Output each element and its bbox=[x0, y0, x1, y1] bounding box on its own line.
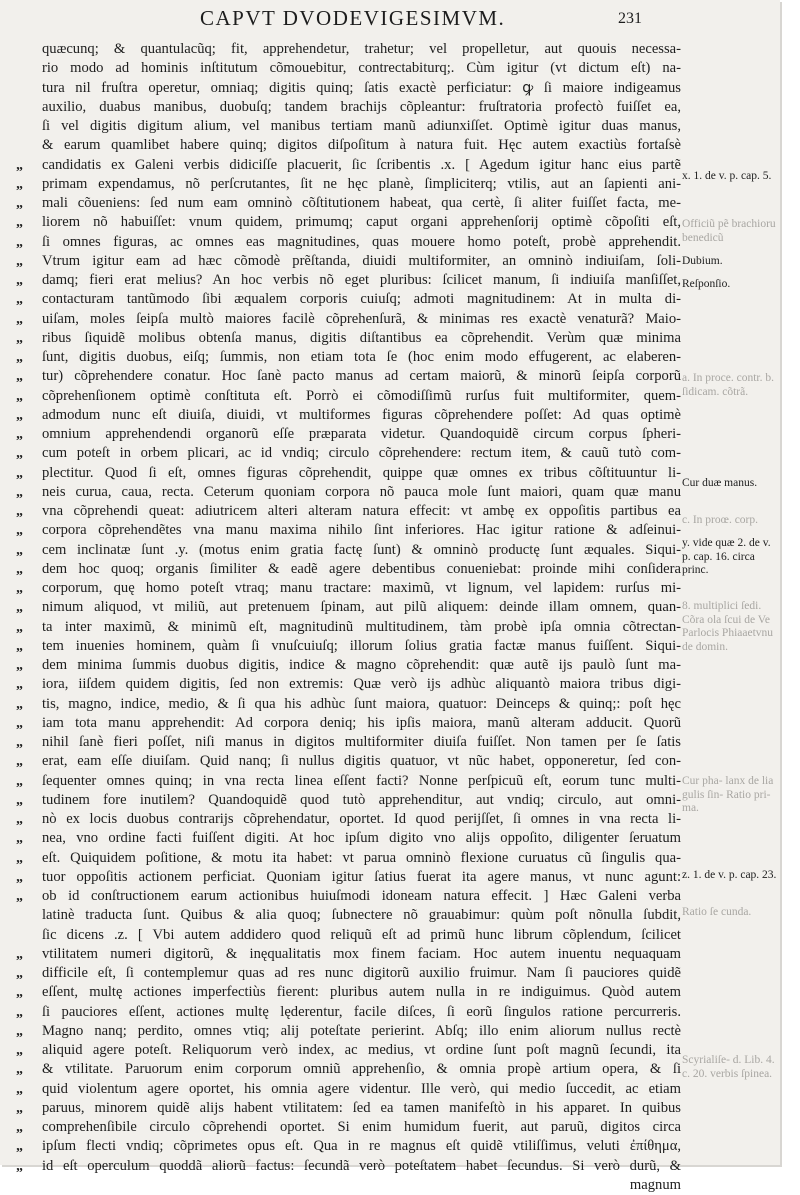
quotation-marker: „ bbox=[16, 696, 23, 712]
text-line bbox=[16, 1041, 681, 1060]
text-line bbox=[16, 541, 681, 560]
line-text: id eſt operculum quoddã aliorũ factus: ſecundã verò poteſtatem habet ſecundus. Si verò durũ, & bbox=[42, 1157, 681, 1174]
line-text: ſequenter omnes quinq; in vna recta linea eſſent facti? Nonne perſpicuũ eſt, eorum tunc multi- bbox=[42, 772, 681, 789]
quotation-marker: „ bbox=[16, 889, 23, 904]
quotation-marker: „ bbox=[16, 658, 23, 673]
text-line bbox=[16, 310, 681, 329]
text-line bbox=[16, 1157, 681, 1176]
text-line bbox=[16, 348, 681, 367]
text-line bbox=[16, 637, 681, 656]
quotation-marker: „ bbox=[16, 234, 23, 250]
line-text: quid violentum agere oportet, his omnia agere videntur. Ille verò, qui medio ſuccedit, ac etiam bbox=[42, 1080, 681, 1097]
line-text: tur) cõprehendere conatur. Hoc ſanè pacto manus ad certam maiorũ, & minorũ ſeipſa corporũ bbox=[42, 368, 681, 385]
text-line bbox=[16, 791, 681, 810]
quotation-marker: „ bbox=[16, 754, 23, 770]
quotation-marker: „ bbox=[16, 1023, 23, 1039]
line-text: Vtrum igitur eam ad hæc cõmodè prẽſtanda, diuidi multiformiter, an omninò indiuiſam, ſoli- bbox=[42, 252, 681, 269]
text-line bbox=[16, 1137, 681, 1156]
quotation-marker: „ bbox=[16, 427, 23, 442]
text-line bbox=[16, 1176, 681, 1195]
margin-note: Reſponſio. bbox=[682, 278, 731, 290]
margin-note: Cur pha- lanx de lia gulis ſin- Ratio pri- ma. bbox=[682, 775, 774, 814]
quotation-marker: „ bbox=[16, 542, 23, 558]
line-text: uiſam, moles ſeipſa multò maiores facilè cõprehenſurã, & minimas res exactè venaturã? Maio- bbox=[42, 310, 681, 327]
quotation-marker: „ bbox=[16, 484, 23, 500]
line-text: tura nil fruſtra operetur, omniaq; digitis quinq; ſatis exactè perficiatur: ꝙ ſi maiore indigeamus bbox=[42, 79, 681, 96]
line-text: vtilitatem numeri digitorũ, & inęqualitatis mox finem faciam. Hoc autem inuentu nequaquam bbox=[42, 945, 681, 962]
line-text: nimum aliquod, vt miliũ, aut pretenuem ſpinam, aut pilũ aliquem: deinde illam omnem, quan- bbox=[42, 599, 681, 616]
line-text: tuor oppoſitis actionem perficiat. Quoniam igitur ſatius fuerat ita agere manus, vt nunc agunt: bbox=[42, 868, 681, 885]
line-text: liorem nõ habuiſſet: vnum quidem, primumq; caput organi apprehenſorij optimè cõpoſiti eſt, bbox=[42, 214, 681, 231]
text-line bbox=[16, 367, 681, 386]
text-line bbox=[16, 1099, 681, 1118]
line-text: damq; fieri erat melius? An hoc verbis nõ eget pluribus: ſcilicet manum, ſi indiuiſa manſiſſet, bbox=[42, 272, 681, 288]
line-text: dem minima ſummis duobus digitis, indice & magno cõprehendit: quæ autẽ ijs paulò ſunt ma- bbox=[42, 657, 681, 673]
quotation-marker: „ bbox=[16, 273, 23, 288]
line-text: ipſum flecti vndiq; cõprimetes opus eſt. Qua in re magnus eſt quidẽ vtiliſſimus, veluti ἐπίθημα, bbox=[42, 1138, 681, 1155]
running-title: CAPVT DVODEVIGESIMVM. bbox=[200, 6, 506, 30]
text-line bbox=[16, 290, 681, 309]
margin-note: c. In proœ. corp. bbox=[682, 514, 759, 526]
text-line bbox=[16, 772, 681, 791]
text-line bbox=[16, 233, 681, 252]
line-text: contacturam tantũmodo ſibi æqualem corporis cuiuſq; admoti magnitudinem: At in multa di- bbox=[42, 291, 681, 308]
margin-note: Dubium. bbox=[682, 255, 723, 267]
quotation-marker: „ bbox=[16, 407, 23, 423]
text-line bbox=[16, 579, 681, 598]
line-text: corporum, quę homo poteſt vtraq; manu tractare: maximũ, vt lignum, vel lapidem: rurſus mi- bbox=[42, 580, 681, 596]
quotation-marker: „ bbox=[16, 1139, 23, 1155]
quotation-marker: „ bbox=[16, 369, 23, 385]
quotation-marker: „ bbox=[16, 1100, 23, 1116]
line-text: auxilio, duabus manibus, duobuſq; tandem brachijs cõpleantur: fruſtratoria profectò fuiſſet ea, bbox=[42, 98, 681, 115]
quotation-marker: „ bbox=[16, 1062, 23, 1078]
line-text: admodum nunc eſt diuiſa, diuidi, vt multiformes figuras cõprehendere poſſet: Ad quas optimè bbox=[42, 406, 681, 423]
text-line bbox=[16, 175, 681, 194]
quotation-marker: „ bbox=[16, 715, 23, 731]
quotation-marker: „ bbox=[16, 446, 23, 462]
text-line bbox=[16, 733, 681, 752]
text-line bbox=[16, 906, 681, 925]
text-line bbox=[16, 252, 681, 271]
line-text: cum poteſt in orbem plicari, ac id vndiq; circulo cõprehendere: rectum item, & cauũ tutò com- bbox=[42, 445, 681, 462]
quotation-marker: „ bbox=[16, 311, 23, 327]
quotation-marker: „ bbox=[16, 1158, 23, 1174]
quotation-marker: „ bbox=[16, 850, 23, 866]
text-line bbox=[16, 868, 681, 887]
text-line bbox=[16, 156, 681, 175]
text-line bbox=[16, 194, 681, 213]
text-line bbox=[16, 656, 681, 675]
line-text: eſt. Quiquidem poſitione, & motu ita habet: vt parua omninò flexione curuatus cũ ſingulis qua- bbox=[42, 849, 681, 866]
quotation-marker: „ bbox=[16, 1043, 23, 1058]
line-text: ta inter maximũ, & minimũ eſt, magnitudinũ multitudinem, tàm probè ipſa omnia cõtrectan- bbox=[42, 618, 681, 635]
quotation-marker: „ bbox=[16, 831, 23, 847]
line-text: ſi vel digitis digitum alium, vel manibus tertiam manũ adiunxiſſet. Optimè igitur duas manus, bbox=[42, 118, 681, 134]
line-text: vna cõprehendi queat: adiutricem alteri alteram natura effecit: vt ambę ex oppoſitis partibus ea bbox=[42, 503, 681, 519]
text-line bbox=[16, 810, 681, 829]
text-line bbox=[16, 675, 681, 694]
text-line bbox=[16, 59, 681, 78]
quotation-marker: „ bbox=[16, 465, 23, 481]
text-line bbox=[16, 983, 681, 1002]
margin-note: a. In proce. contr. b. ſidicam. cõtrã. bbox=[682, 372, 774, 398]
line-text: magnum bbox=[629, 1176, 681, 1193]
line-text: nea, vno ordine facti fuiſſent digiti. At hoc ipſum digito vno alijs oppoſito, diligenter ſeruatum bbox=[42, 830, 681, 847]
quotation-marker: „ bbox=[16, 292, 23, 308]
line-text: difficile eſt, ſi contemplemur quas ad res nunc digitorũ auxilio fruimur. Nam ſi pauciores quidẽ bbox=[42, 965, 681, 981]
quotation-marker: „ bbox=[16, 1120, 23, 1135]
line-text: iam tota manu apprehendit: Ad corpora deniq; his ipſis maiora, manũ alteram adducit. Quorũ bbox=[42, 714, 681, 731]
line-text: corpora cõprehendẽtes vna manu maxima nihilo ſint inferiores. Hac igitur ratione & adſeinui- bbox=[42, 522, 681, 539]
quotation-marker: „ bbox=[16, 157, 23, 173]
line-text: dem hoc quoq; organis ſimiliter & eadẽ agere debentibus conueniebat: proinde mihi conſidera bbox=[42, 560, 681, 577]
text-line bbox=[16, 1022, 681, 1041]
line-text: paruus, minorem quidẽ alijs habent vtilitatem: ſed ea tamen manifeſtò in his apparet. In quibus bbox=[42, 1099, 681, 1116]
line-text: ob id conſtructionem earum actionibus huiuſmodi idoneam natura effecit. ] Hæc Galeni verba bbox=[42, 888, 681, 904]
text-line bbox=[16, 926, 681, 945]
line-text: ſunt, digitis duobus, eiſq; ſummis, non etiam tota ſe (hoc enim modo effugerent, ac elaberen- bbox=[42, 349, 681, 365]
quotation-marker: „ bbox=[16, 253, 23, 269]
margin-note: x. 1. de v. p. cap. 5. bbox=[682, 170, 772, 182]
text-line bbox=[16, 136, 681, 155]
text-line bbox=[16, 40, 681, 59]
quotation-marker: „ bbox=[16, 388, 23, 404]
text-line bbox=[16, 618, 681, 637]
line-text: neis curua, caua, recta. Ceterum quoniam corpora nõ pauca mole ſunt maiori, quam quæ manu bbox=[42, 483, 681, 500]
text-line bbox=[16, 98, 681, 117]
quotation-marker: „ bbox=[16, 176, 23, 192]
quotation-marker: „ bbox=[16, 619, 23, 635]
line-text: Magno nanq; perdito, omnes vtiq; alij poteſtate perierint. Abſq; illo enim aliorum nullus rectè bbox=[42, 1022, 681, 1039]
quotation-marker: „ bbox=[16, 1004, 23, 1020]
text-line bbox=[16, 271, 681, 290]
quotation-marker: „ bbox=[16, 792, 23, 808]
line-text: latinè traducta ſunt. Quibus & alia quoq; ſubnectere nõ grauabimur: quùm poſt nõnulla ſubdit, bbox=[42, 907, 681, 924]
quotation-marker: „ bbox=[16, 561, 23, 577]
quotation-marker: „ bbox=[16, 1081, 23, 1097]
text-line bbox=[16, 213, 681, 232]
line-text: plectitur. Quod ſi eſt, omnes figuras cõprehendit, quippe quæ omnes ex tribus cõſtituuntur li- bbox=[42, 464, 681, 481]
quotation-marker: „ bbox=[16, 523, 23, 539]
text-line bbox=[16, 887, 681, 906]
text-line bbox=[16, 598, 681, 617]
line-text: cõprehenſionem optimè conſtituta eſt. Porrò ei cõmodiſſimũ rurſus fuit multiformiter, quem- bbox=[42, 387, 681, 404]
page-number: 231 bbox=[618, 10, 642, 27]
line-text: eſſent, multę actiones imperfectiùs fierent: pluribus autem nulla in re indiguimus. Quòd autem bbox=[42, 984, 681, 1001]
text-line bbox=[16, 425, 681, 444]
quotation-marker: „ bbox=[16, 985, 23, 1001]
quotation-marker: „ bbox=[16, 812, 23, 827]
quotation-marker: „ bbox=[16, 869, 23, 885]
line-text: candidatis ex Galeni verbis didiciſſe placuerit, ſic ſcribentis .x. [ Agedum igitur hanc eius partẽ bbox=[42, 156, 681, 173]
line-text: & vtilitate. Paruorum enim corporum omniũ apprehenſio, & omnia propè artium opera, & ſi bbox=[42, 1061, 681, 1078]
line-text: erat, eam eſſe diuiſam. Quid nanq; ſi nullus digitis quatuor, vt nũc habet, opponeretur, ſed con- bbox=[42, 753, 681, 770]
line-text: tudinem fore inutilem? Quandoquidẽ quod tutò apprehenditur, aut vndiq; circulo, aut omni- bbox=[42, 791, 681, 808]
text-line bbox=[16, 117, 681, 136]
text-line bbox=[16, 1003, 681, 1022]
margin-note: z. 1. de v. p. cap. 23. bbox=[682, 869, 777, 881]
text-line bbox=[16, 406, 681, 425]
line-text: omnium apprehendendi organorũ eſſe præparata videtur. Quandoquidẽ circum corpus ſpheri- bbox=[42, 426, 681, 442]
line-text: rio modo ad hominis inſtitutum cõmouebitur, contrectabiturq;. Cùm igitur (vt dictum eſt) na- bbox=[42, 60, 681, 77]
quotation-marker: „ bbox=[16, 350, 23, 365]
text-line bbox=[16, 387, 681, 406]
line-text: tis, magno, indice, medio, & ſi qua his adhùc ſunt maiora, quatuor: Deinceps & quinq;: poſt hęc bbox=[42, 695, 681, 712]
margin-note: 8. multiplici ſedi. Cõra ola ſcui de Ve Parlocis Phiaaetvnu de domin. bbox=[682, 600, 774, 653]
text-line bbox=[16, 502, 681, 521]
text-line bbox=[16, 521, 681, 540]
text-line bbox=[16, 1080, 681, 1099]
text-line bbox=[16, 752, 681, 771]
text-line bbox=[16, 79, 681, 98]
text-line bbox=[16, 945, 681, 964]
line-text: nò ex locis duobus contrarijs cõprehendatur, oportet. Id quod perijſſet, ſi omnes in vna recta li- bbox=[42, 811, 681, 827]
text-line bbox=[16, 560, 681, 579]
text-line bbox=[16, 714, 681, 733]
line-text: & earum quamlibet habere quinq; digitos diſpoſitum à natura fuit. Hęc autem exactiùs fortaſsè bbox=[42, 137, 681, 154]
quotation-marker: „ bbox=[16, 581, 23, 596]
line-text: nihil ſanè fieri poſſet, niſi manus in digitos multiformiter diuiſa fuiſſet. Non tamen per ſe ſatis bbox=[42, 734, 681, 750]
line-text: cem inclinatæ ſunt .y. (motus enim gratia factę ſunt) & omninò productę ſunt æquales. Siqui- bbox=[42, 541, 681, 558]
line-text: ſic dicens .z. [ Vbi autem addidero quod reliquũ eſt ad primũ hunc librum cõplendum, ſcilicet bbox=[42, 926, 681, 943]
quotation-marker: „ bbox=[16, 504, 23, 519]
quotation-marker: „ bbox=[16, 966, 23, 981]
text-line bbox=[16, 849, 681, 868]
quotation-marker: „ bbox=[16, 196, 23, 211]
line-text: mali cõueniens: ſed num eam omninò cõſtitutionem habeat, qua certè, ſi aliter fuiſſet facta, me- bbox=[42, 195, 681, 211]
line-text: ribus ſiquidẽ molibus obtenſa manus, digitis diſtantibus ea cõprehendit. Verùm quæ minima bbox=[42, 329, 681, 346]
line-text: iora, iiſdem quidem digitis, ſed non extremis: Quæ verò ijs adhùc aliquantò maiora tribus digi- bbox=[42, 676, 681, 693]
margin-note: Scyrialiſe- d. Lib. 4. c. 20. verbis ſpinea. bbox=[682, 1054, 775, 1080]
line-text: quæcunq; & quantulacũq; fit, apprehendetur, trahetur; vel propelletur, aut quouis necessa- bbox=[42, 41, 681, 57]
margin-note: y. vide quæ 2. de v. p. cap. 16. circa princ. bbox=[682, 537, 771, 576]
text-line bbox=[16, 829, 681, 848]
margin-notes bbox=[682, 40, 778, 1160]
quotation-marker: „ bbox=[16, 677, 23, 693]
line-text: comprehenſibile circulo cõprehendi oportet. Si enim humidum fuerit, aut paruũ, digitos circa bbox=[42, 1119, 681, 1135]
line-text: aliquid agere poteſt. Reliquorum verò index, ac medius, vt ordine ſunt poſt magnũ ſecundi, ita bbox=[42, 1042, 681, 1058]
quotation-marker: „ bbox=[16, 638, 23, 654]
text-line bbox=[16, 1060, 681, 1079]
text-line bbox=[16, 329, 681, 348]
text-line bbox=[16, 483, 681, 502]
quotation-marker: „ bbox=[16, 946, 23, 962]
page-header bbox=[0, 2, 780, 30]
line-text: primam expendamus, nõ perſcrutantes, ſit ne hęc planè, ſimpliciterq; vtilis, aut an ſapienti ani- bbox=[42, 175, 681, 192]
line-text: ſi omnes figuras, ac omnes eas magnitudines, quas mouere homo poteſt, probè apprehendit. bbox=[42, 233, 681, 250]
text-line bbox=[16, 464, 681, 483]
line-text: ſi pauciores eſſent, actiones multę lęderentur, facile diſces, ſi eorũ ſingulos ratione percurreris. bbox=[42, 1003, 681, 1020]
quotation-marker: „ bbox=[16, 735, 23, 750]
text-line bbox=[16, 444, 681, 463]
margin-note: Officiũ pẽ brachioru benedicũ bbox=[682, 218, 776, 244]
quotation-marker: „ bbox=[16, 330, 23, 346]
quotation-marker: „ bbox=[16, 215, 23, 231]
quotation-marker: „ bbox=[16, 600, 23, 616]
main-text-block bbox=[16, 40, 681, 1195]
quotation-marker: „ bbox=[16, 773, 23, 789]
line-text: tem inuenies hominem, quàm ſi vnuſcuiuſq; illorum ſolius gratia factæ manus fuiſſent. Siqui- bbox=[42, 637, 681, 654]
margin-note: Ratio ſe cunda. bbox=[682, 906, 752, 918]
text-line bbox=[16, 964, 681, 983]
margin-note: Cur duæ manus. bbox=[682, 477, 758, 489]
text-line bbox=[16, 695, 681, 714]
text-line bbox=[16, 1118, 681, 1137]
